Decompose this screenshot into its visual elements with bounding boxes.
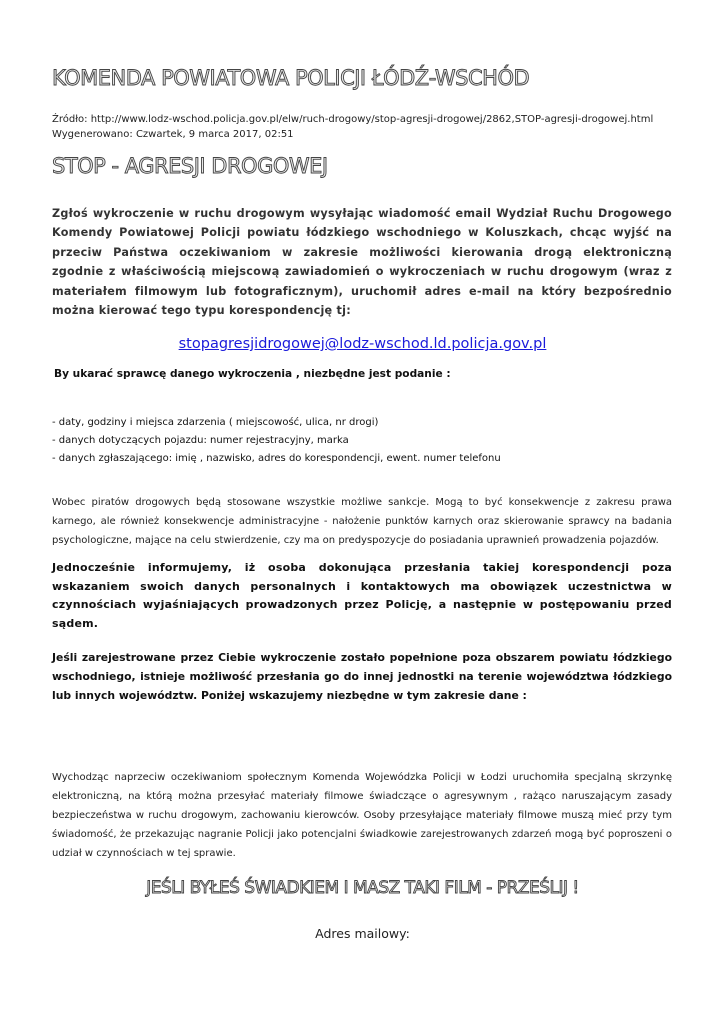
intro-paragraph: Zgłoś wykroczenie w ruchu drogowym wysyłając wiadomość email Wydział Ruchu Drogowego Komendy Powiatowej Policji powiatu łódzkiego wschodniego w Koluszkach, chcąc wyjść na przeciw Państwa oczekiwaniom w zakresie możliwości kierowania drogą elektroniczną zgodnie z właściwością miejscową zawiadomień o wykroczeniach w ruchu drogowym (wraz z materiałem filmowym lub fotograficznym), uruchomił adres e-mail na który bezpośrednio można kierować tego typu korespondencję tj:: [52, 207, 672, 318]
list-item: - danych zgłaszającego: imię , nazwisko, adres do korespondencji, ewent. numer telefonu: [52, 453, 501, 464]
requirements-list: [52, 414, 501, 468]
mail-label: Adres mailowy:: [315, 926, 410, 941]
inform-paragraph: Jednocześnie informujemy, iż osoba dokonująca przesłania takiej korespondencji poza wskazaniem swoich danych personalnych i kontaktowych ma obowiązek uczestnictwa w czynnościach wyjaśniających prowadzonych przez Policję, a następnie w postępowaniu przed sądem.: [52, 561, 672, 630]
email-link[interactable]: stopagresjidrogowej@lodz-wschod.ld.policja.gov.pl: [178, 336, 547, 352]
requirements-heading: By ukarać sprawcę danego wykroczenia , niezbędne jest podanie :: [54, 368, 451, 380]
voivodeship-paragraph: Wychodząc naprzeciw oczekiwaniom społecznym Komenda Wojewódzka Policji w Łodzi uruchomiła specjalną skrzynkę elektroniczną, na którą można przesyłać materiały filmowe świadczące o agresywnym , rażąco naruszającym zasady bezpieczeństwa w ruchu drogowym, zachowaniu kierowców. Osoby przesyłające materiały filmowe muszą mieć przy tym świadomość, że przekazując nagranie Policji jako potencjalni świadkowie zarejestrowanych zdarzeń mogą być poproszeni o udział w czynnościach w tej sprawie.: [52, 772, 672, 859]
cta-heading: JEŚLI BYŁEŚ ŚWIADKIEM I MASZ TAKI FILM - PRZEŚLIJ !: [146, 878, 579, 898]
sanctions-paragraph: Wobec piratów drogowych będą stosowane wszystkie możliwe sankcje. Mogą to być konsekwencje z zakresu prawa karnego, ale również konsekwencje administracyjne - nałożenie punktów karnych oraz skierowanie sprawcy na badania psychologiczne, mające na celu stwierdzenie, czy ma on predyspozycje do posiadania uprawnień prowadzenia pojazdów.: [52, 497, 672, 546]
list-item: - daty, godziny i miejsca zdarzenia ( miejscowość, ulica, nr drogi): [52, 417, 379, 428]
generated-line: Wygenerowano: Czwartek, 9 marca 2017, 02:51: [52, 129, 294, 140]
outside-region-paragraph: Jeśli zarejestrowane przez Ciebie wykroczenie zostało popełnione poza obszarem powiatu łódzkiego wschodniego, istnieje możliwość przesłania go do innej jednostki na terenie województwa łódzkiego lub innych województw. Poniżej wskazujemy niezbędne w tym zakresie dane :: [52, 651, 672, 702]
site-title: KOMENDA POWIATOWA POLICJI ŁÓDŹ-WSCHÓD: [52, 66, 530, 90]
list-item: - danych dotyczących pojazdu: numer rejestracyjny, marka: [52, 435, 349, 446]
source-line: Źródło: http://www.lodz-wschod.policja.gov.pl/elw/ruch-drogowy/stop-agresji-drogowej/2862,STOP-agresji-drogowej.html: [52, 114, 654, 125]
article-title: STOP - AGRESJI DROGOWEJ: [52, 154, 328, 178]
